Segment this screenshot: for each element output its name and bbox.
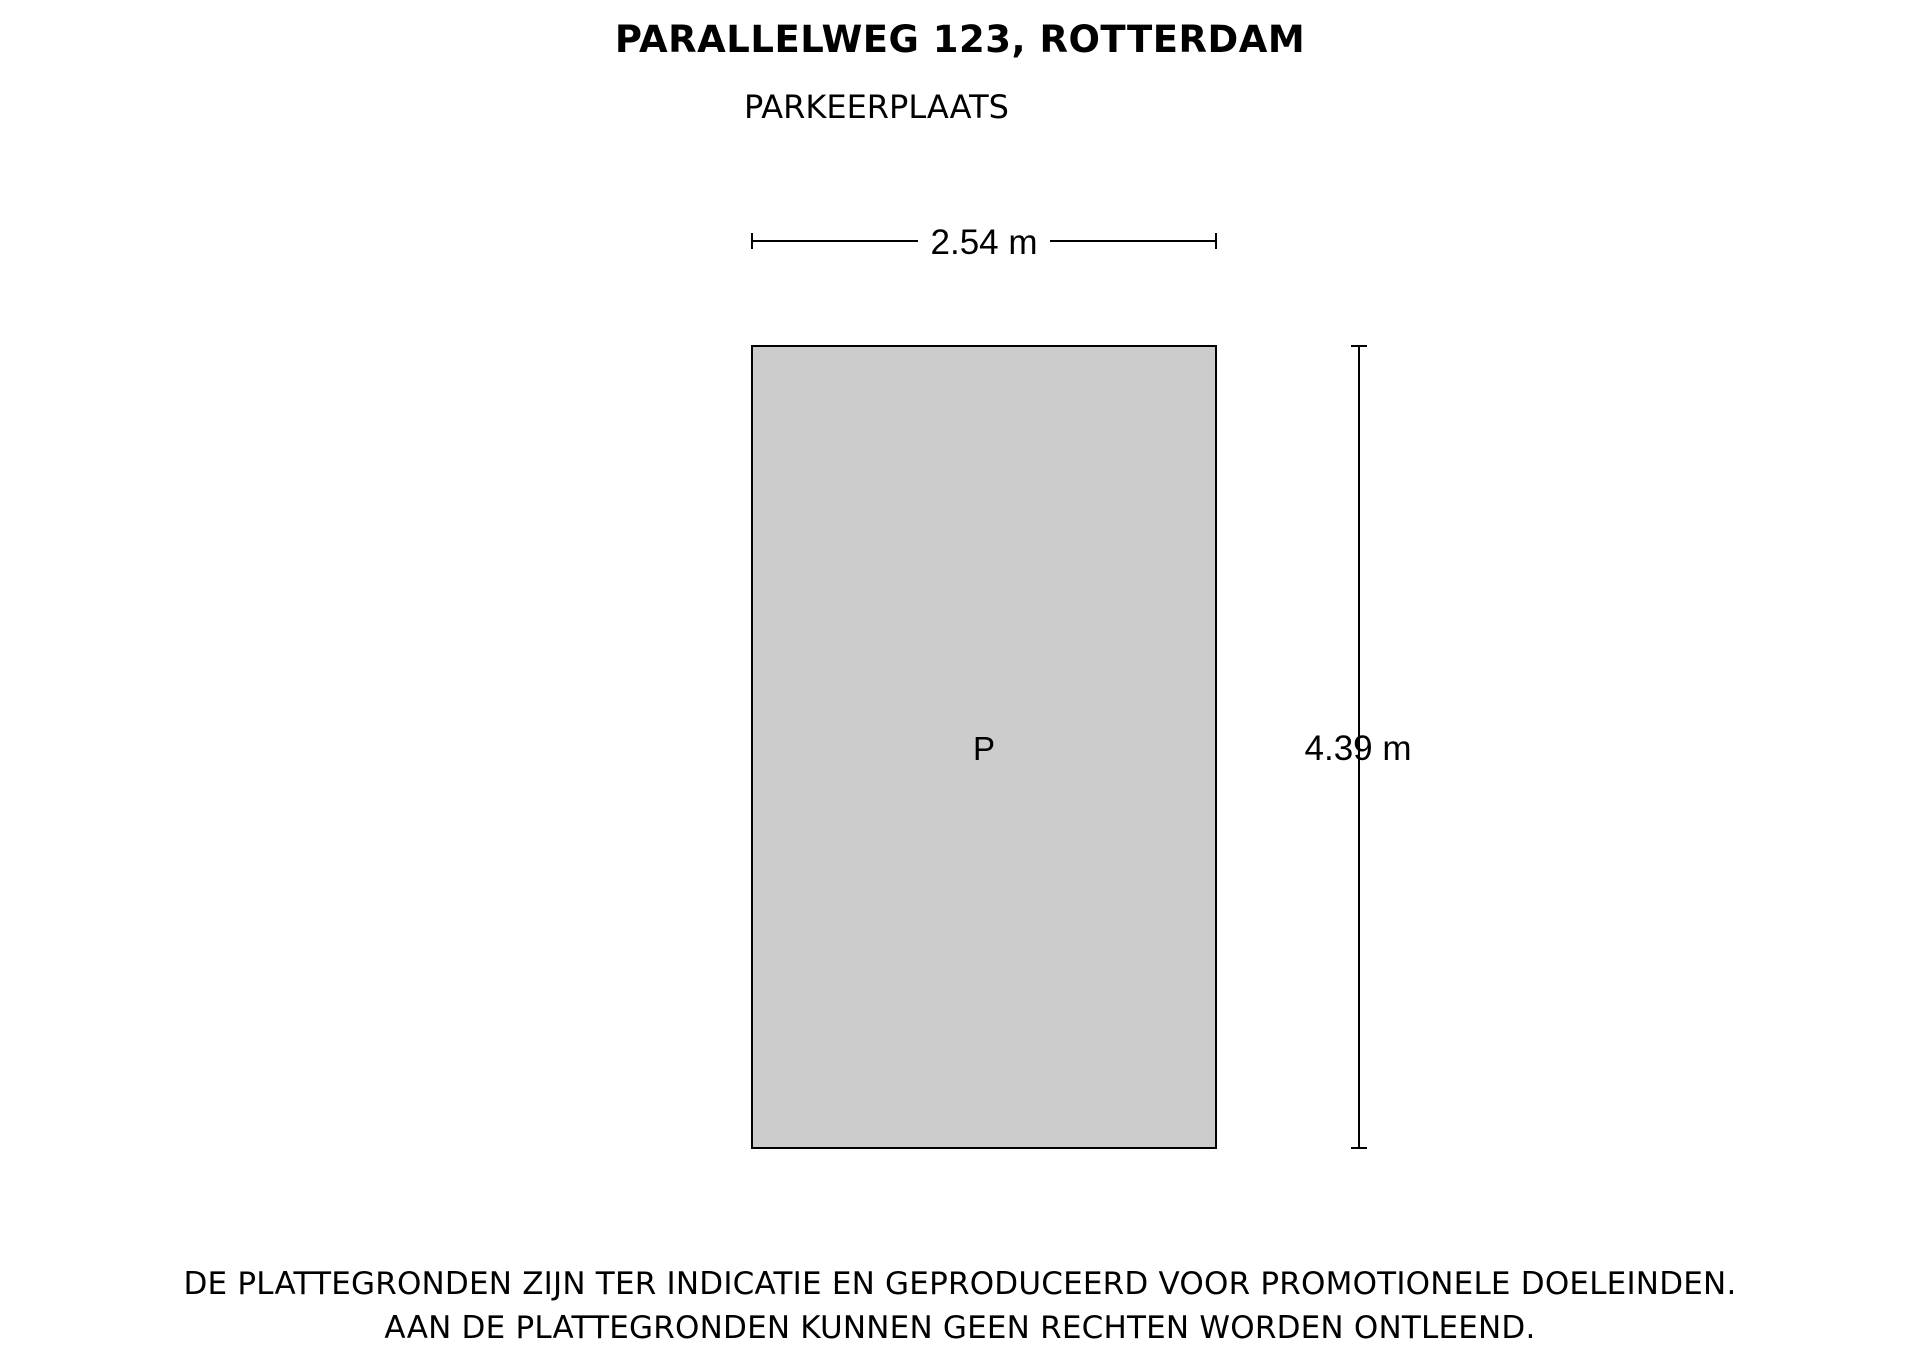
parking-space-label: P [972, 730, 996, 767]
width-dimension [752, 223, 1216, 262]
floor-name: PARKEERPLAATS [744, 88, 1009, 126]
height-dimension [1305, 346, 1412, 1148]
width-dimension-label: 2.54 m [930, 223, 1038, 262]
disclaimer [0, 1262, 1920, 1350]
disclaimer-line-2: AAN DE PLATTEGRONDEN KUNNEN GEEN RECHTEN WORDEN ONTLEEND. [384, 1310, 1536, 1346]
page-title: PARALLELWEG 123, ROTTERDAM [614, 18, 1306, 61]
disclaimer-line-1: DE PLATTEGRONDEN ZIJN TER INDICATIE EN GEPRODUCEERD VOOR PROMOTIONELE DOELEINDEN. [183, 1266, 1737, 1302]
height-dimension-label: 4.39 m [1304, 729, 1412, 768]
